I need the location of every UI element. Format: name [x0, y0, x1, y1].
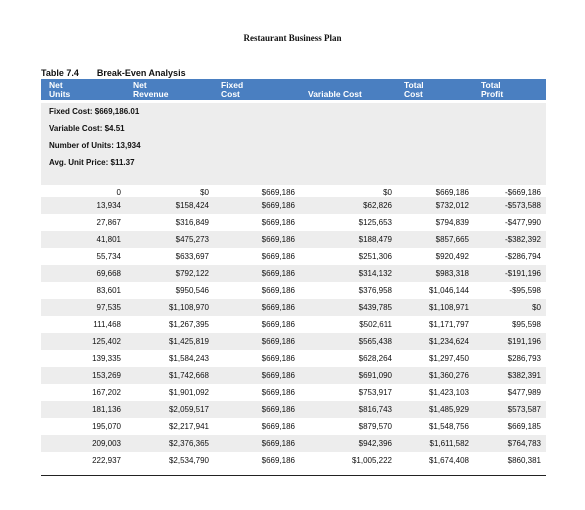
- table-row: [41, 248, 546, 265]
- summary-number-of-units: Number of Units: 13,934: [41, 137, 546, 154]
- header-net-units: Net Units: [49, 80, 71, 99]
- cell-variable-cost: $816,743: [358, 405, 392, 414]
- cell-variable-cost: $376,958: [358, 286, 392, 295]
- cell-net-revenue: $316,849: [175, 218, 209, 227]
- cell-total-cost: $920,492: [435, 252, 469, 261]
- cell-net-units: 153,269: [92, 371, 121, 380]
- cell-total-cost: $732,012: [435, 201, 469, 210]
- cell-net-units: 181,136: [92, 405, 121, 414]
- cell-fixed-cost: $669,186: [261, 188, 295, 197]
- cell-variable-cost: $188,479: [358, 235, 392, 244]
- cell-net-units: 69,668: [96, 269, 121, 278]
- cell-net-revenue: $1,425,819: [168, 337, 209, 346]
- cell-net-revenue: $1,108,970: [168, 303, 209, 312]
- cell-net-revenue: $475,273: [175, 235, 209, 244]
- cell-variable-cost: $251,306: [358, 252, 392, 261]
- cell-net-units: 55,734: [96, 252, 121, 261]
- cell-fixed-cost: $669,186: [261, 252, 295, 261]
- cell-total-profit: $764,783: [507, 439, 541, 448]
- table-header: [41, 79, 546, 100]
- cell-net-revenue: $633,697: [175, 252, 209, 261]
- cell-total-cost: $857,665: [435, 235, 469, 244]
- table-row: [41, 197, 546, 214]
- header-net-revenue: Net Revenue: [133, 80, 169, 99]
- cell-total-profit: $669,185: [507, 422, 541, 431]
- cell-total-profit: -$382,392: [504, 235, 541, 244]
- cell-total-cost: $1,046,144: [428, 286, 469, 295]
- cell-net-units: 125,402: [92, 337, 121, 346]
- cell-total-cost: $1,674,408: [428, 456, 469, 465]
- cell-net-revenue: $158,424: [175, 201, 209, 210]
- cell-net-units: 222,937: [92, 456, 121, 465]
- summary-avg-unit-price: Avg. Unit Price: $11.37: [41, 154, 546, 171]
- cell-total-profit: -$669,186: [504, 188, 541, 197]
- cell-net-units: 41,801: [96, 235, 121, 244]
- table-row: [41, 299, 546, 316]
- cell-total-profit: $382,391: [507, 371, 541, 380]
- cell-variable-cost: $753,917: [358, 388, 392, 397]
- table-row: [41, 401, 546, 418]
- cell-variable-cost: $0: [383, 188, 392, 197]
- cell-fixed-cost: $669,186: [261, 422, 295, 431]
- cell-net-units: 97,535: [96, 303, 121, 312]
- table-row: [41, 214, 546, 231]
- cell-net-revenue: $2,534,790: [168, 456, 209, 465]
- cell-net-revenue: $1,267,395: [168, 320, 209, 329]
- cell-net-revenue: $2,376,365: [168, 439, 209, 448]
- cell-total-cost: $1,297,450: [428, 354, 469, 363]
- cell-variable-cost: $314,132: [358, 269, 392, 278]
- cell-fixed-cost: $669,186: [261, 354, 295, 363]
- document-title: Restaurant Business Plan: [243, 33, 342, 43]
- cell-net-units: 195,070: [92, 422, 121, 431]
- cell-variable-cost: $125,653: [358, 218, 392, 227]
- cell-net-revenue: $0: [200, 188, 209, 197]
- cell-variable-cost: $1,005,222: [351, 456, 392, 465]
- cell-total-profit: $286,793: [507, 354, 541, 363]
- cell-net-units: 27,867: [96, 218, 121, 227]
- cell-total-profit: -$477,990: [504, 218, 541, 227]
- cell-fixed-cost: $669,186: [261, 456, 295, 465]
- cell-net-revenue: $1,742,668: [168, 371, 209, 380]
- cell-net-revenue: $792,122: [175, 269, 209, 278]
- cell-fixed-cost: $669,186: [261, 439, 295, 448]
- spacer-row: [41, 168, 546, 185]
- header-total-profit: Total Profit: [481, 80, 504, 99]
- cell-total-profit: $191,196: [507, 337, 541, 346]
- cell-net-revenue: $950,546: [175, 286, 209, 295]
- cell-net-units: 111,468: [93, 320, 121, 329]
- table-row: [41, 350, 546, 367]
- cell-variable-cost: $502,611: [359, 320, 392, 329]
- cell-fixed-cost: $669,186: [261, 218, 295, 227]
- cell-variable-cost: $439,785: [358, 303, 392, 312]
- cell-total-cost: $1,485,929: [428, 405, 469, 414]
- cell-total-cost: $1,548,756: [428, 422, 469, 431]
- table-row: [41, 282, 546, 299]
- cell-net-units: 13,934: [96, 201, 121, 210]
- cell-variable-cost: $691,090: [358, 371, 392, 380]
- table-bottom-rule: [41, 475, 546, 476]
- cell-fixed-cost: $669,186: [261, 320, 295, 329]
- cell-total-cost: $1,360,276: [428, 371, 469, 380]
- cell-total-profit: -$191,196: [504, 269, 541, 278]
- cell-fixed-cost: $669,186: [261, 337, 295, 346]
- cell-fixed-cost: $669,186: [261, 371, 295, 380]
- cell-total-profit: $573,587: [507, 405, 541, 414]
- table-row: [41, 384, 546, 401]
- cell-net-revenue: $1,584,243: [168, 354, 209, 363]
- cell-fixed-cost: $669,186: [261, 388, 295, 397]
- table-name: Break-Even Analysis: [96, 68, 186, 78]
- cell-variable-cost: $62,826: [363, 201, 392, 210]
- cell-total-cost: $669,186: [435, 188, 469, 197]
- cell-total-profit: $477,989: [507, 388, 541, 397]
- cell-total-profit: -$573,588: [504, 201, 541, 210]
- table-row: [41, 333, 546, 350]
- table-caption: [41, 68, 186, 78]
- cell-variable-cost: $942,396: [358, 439, 392, 448]
- cell-net-revenue: $1,901,092: [168, 388, 209, 397]
- cell-total-cost: $1,423,103: [428, 388, 469, 397]
- summary-fixed-cost: Fixed Cost: $669,186.01: [41, 103, 546, 120]
- cell-variable-cost: $628,264: [358, 354, 392, 363]
- cell-variable-cost: $879,570: [358, 422, 392, 431]
- cell-net-units: 0: [116, 188, 121, 197]
- cell-total-cost: $1,234,624: [428, 337, 469, 346]
- cell-total-profit: $0: [532, 303, 541, 312]
- cell-total-cost: $794,839: [435, 218, 469, 227]
- table-row: [41, 367, 546, 384]
- cell-fixed-cost: $669,186: [261, 269, 295, 278]
- cell-total-cost: $1,171,797: [428, 320, 469, 329]
- cell-fixed-cost: $669,186: [261, 235, 295, 244]
- header-variable-cost: Variable Cost: [308, 89, 362, 99]
- cell-net-units: 167,202: [92, 388, 121, 397]
- cell-total-profit: -$95,598: [509, 286, 541, 295]
- header-fixed-cost: Fixed Cost: [221, 80, 244, 99]
- cell-total-cost: $983,318: [435, 269, 469, 278]
- table-row: [41, 418, 546, 435]
- table-row: [41, 316, 546, 333]
- header-total-cost: Total Cost: [404, 80, 424, 99]
- cell-net-revenue: $2,217,941: [168, 422, 209, 431]
- cell-total-profit: $95,598: [512, 320, 541, 329]
- cell-total-profit: $860,381: [507, 456, 541, 465]
- cell-net-units: 83,601: [96, 286, 121, 295]
- table-row: [41, 452, 546, 469]
- cell-total-cost: $1,108,971: [428, 303, 469, 312]
- cell-fixed-cost: $669,186: [261, 303, 295, 312]
- cell-net-units: 209,003: [92, 439, 121, 448]
- cell-fixed-cost: $669,186: [261, 405, 295, 414]
- table-row: [41, 231, 546, 248]
- cell-fixed-cost: $669,186: [261, 286, 295, 295]
- cell-fixed-cost: $669,186: [261, 201, 295, 210]
- cell-total-cost: $1,611,582: [429, 439, 469, 448]
- summary-variable-cost: Variable Cost: $4.51: [41, 120, 546, 137]
- cell-net-revenue: $2,059,517: [168, 405, 209, 414]
- cell-variable-cost: $565,438: [358, 337, 392, 346]
- cell-net-units: 139,335: [92, 354, 121, 363]
- table-number: Table 7.4: [41, 68, 79, 78]
- table-row: [41, 265, 546, 282]
- cell-total-profit: -$286,794: [504, 252, 541, 261]
- table-row: [41, 435, 546, 452]
